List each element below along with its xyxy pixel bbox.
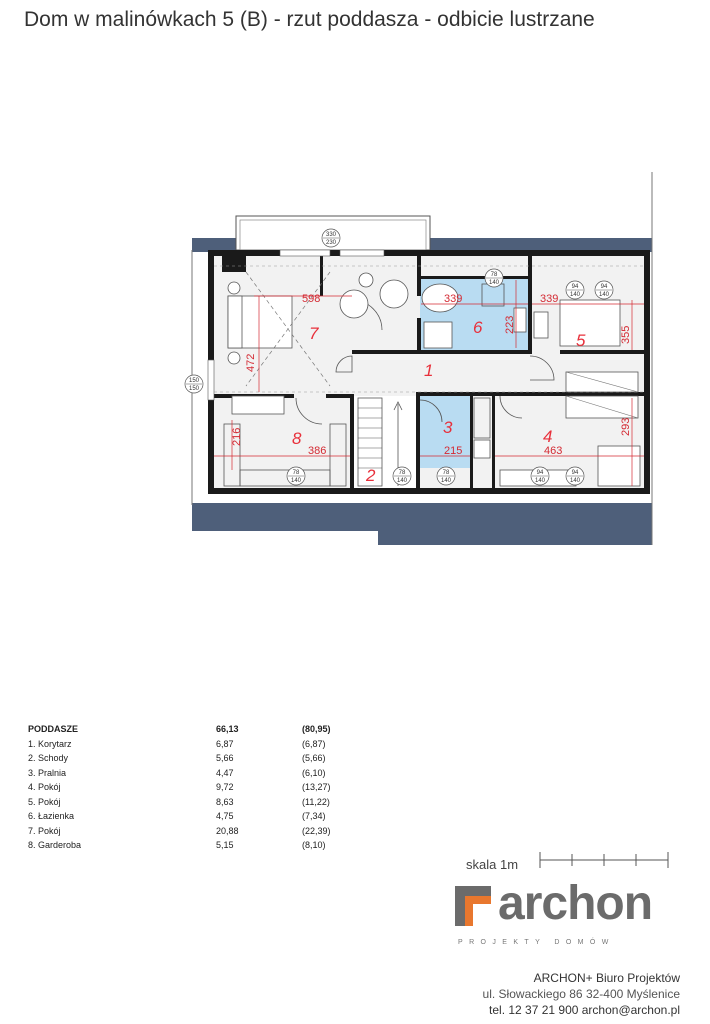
window-tag-label: 140 xyxy=(396,478,408,484)
window-tag xyxy=(566,281,584,299)
wall-room7-bottom-right xyxy=(326,394,354,398)
area-net: 5,66 xyxy=(216,753,234,764)
area-name: 3. Pralnia xyxy=(28,767,67,778)
area-row xyxy=(28,838,331,853)
window-tag-label: 78 xyxy=(442,470,450,476)
wall-laundry-right xyxy=(470,394,473,490)
archon-logo-mark xyxy=(455,886,495,930)
contact-phone-email: tel. 12 37 21 900 archon@archon.pl xyxy=(489,1003,680,1017)
area-row xyxy=(28,780,331,795)
room-number-8: 8 xyxy=(292,429,302,448)
window-tag-label: 140 xyxy=(569,292,581,298)
room-number-3: 3 xyxy=(443,418,453,437)
wall-room4-top xyxy=(526,392,646,396)
contact-company: ARCHON+ Biuro Projektów xyxy=(533,971,680,985)
window-tag-label: 140 xyxy=(290,478,302,484)
dimension-label: 463 xyxy=(544,445,563,457)
window-tag xyxy=(437,467,455,485)
area-net: 8,63 xyxy=(216,796,234,807)
dimension-label: 355 xyxy=(620,325,632,344)
area-net: 4,75 xyxy=(216,811,234,822)
area-gross: (5,66) xyxy=(302,753,326,764)
dimension-label: 223 xyxy=(504,315,516,334)
room-number-6: 6 xyxy=(473,318,483,337)
page-title: Dom w malinówkach 5 (B) - rzut poddasza - odbicie lustrzane xyxy=(24,8,595,31)
wall-room5-bottom xyxy=(560,350,646,354)
area-name: 8. Garderoba xyxy=(28,840,82,851)
area-name: PODDASZE xyxy=(28,724,79,735)
window-tag xyxy=(485,269,503,287)
window-tag xyxy=(185,375,203,393)
window-tag xyxy=(393,467,411,485)
window-tag-label: 150 xyxy=(188,378,200,384)
wall-room4-left xyxy=(492,394,495,490)
area-gross: (7,34) xyxy=(302,811,326,822)
area-net: 4,47 xyxy=(216,767,234,778)
window-tag xyxy=(287,467,305,485)
window-left xyxy=(208,360,214,400)
window-tag-label: 230 xyxy=(325,240,337,246)
desk xyxy=(232,396,284,414)
window-tag-label: 140 xyxy=(534,478,546,484)
nightstand xyxy=(228,352,240,364)
wall-bath-bottom xyxy=(352,350,532,354)
area-net: 6,87 xyxy=(216,738,234,749)
area-table xyxy=(28,722,331,853)
bed xyxy=(598,446,640,486)
armchair xyxy=(380,280,408,308)
window-tag-label: 140 xyxy=(598,292,610,298)
window-tag-label: 78 xyxy=(490,272,498,278)
roof-bottom-band xyxy=(192,503,652,531)
window-tag-label: 150 xyxy=(188,386,200,392)
desk xyxy=(534,312,548,338)
window-tag-label: 140 xyxy=(488,280,500,286)
area-row xyxy=(28,751,331,766)
dimension-label: 339 xyxy=(540,293,559,305)
wall-bottom xyxy=(208,488,650,494)
area-name: 1. Korytarz xyxy=(28,738,72,749)
wall-balcony-stub xyxy=(320,256,323,296)
scale-label: skala 1m xyxy=(466,857,519,872)
archon-tagline: PROJEKTY DOMÓW xyxy=(458,939,615,946)
room-number-1: 1 xyxy=(424,361,434,380)
window-tag-label: 330 xyxy=(325,232,337,238)
area-row xyxy=(28,737,331,752)
dimension-label: 598 xyxy=(302,293,321,305)
dimension-label: 386 xyxy=(308,445,327,457)
room-number-2: 2 xyxy=(366,466,376,485)
area-name: 2. Schody xyxy=(28,753,69,764)
area-gross: (11,22) xyxy=(302,796,330,807)
window-tag-label: 94 xyxy=(571,284,579,290)
room-number-4: 4 xyxy=(543,427,553,446)
area-gross: (6,10) xyxy=(302,767,326,778)
area-gross: (80,95) xyxy=(302,724,331,735)
window-tag xyxy=(566,467,584,485)
wall-stairs-left xyxy=(350,394,354,490)
wall-stairs-right xyxy=(416,394,420,490)
window-tag-label: 78 xyxy=(398,470,406,476)
window-tag xyxy=(531,467,549,485)
roof-bottom-extension xyxy=(378,531,652,545)
window-tag-label: 140 xyxy=(569,478,581,484)
window-tag-label: 140 xyxy=(440,478,452,484)
area-net: 66,13 xyxy=(216,724,239,735)
area-name: 4. Pokój xyxy=(28,782,61,793)
area-name: 6. Łazienka xyxy=(28,811,75,822)
bed xyxy=(560,300,620,346)
area-row xyxy=(28,766,331,781)
area-table-header xyxy=(28,722,331,737)
room-number-7: 7 xyxy=(309,324,319,343)
window-tag-label: 94 xyxy=(600,284,608,290)
wall-top xyxy=(208,250,650,256)
area-name: 7. Pokój xyxy=(28,825,61,836)
dimension-label: 293 xyxy=(620,417,632,436)
window-tag xyxy=(322,229,340,247)
archon-logo-word: archon xyxy=(498,877,653,930)
area-gross: (13,27) xyxy=(302,782,331,793)
armchair xyxy=(340,290,368,318)
area-gross: (8,10) xyxy=(302,840,326,851)
balcony-door-2 xyxy=(340,250,384,256)
area-gross: (6,87) xyxy=(302,738,326,749)
chimney-block xyxy=(222,256,246,272)
area-row xyxy=(28,824,331,839)
dimension-label: 216 xyxy=(231,427,243,446)
dimension-label: 339 xyxy=(444,293,463,305)
washing-machine xyxy=(474,440,490,458)
window-tag-label: 94 xyxy=(536,470,544,476)
area-net: 9,72 xyxy=(216,782,234,793)
area-name: 5. Pokój xyxy=(28,796,61,807)
area-row xyxy=(28,809,331,824)
bed-headboard xyxy=(228,296,242,348)
contact-address: ul. Słowackiego 86 32-400 Myślenice xyxy=(482,987,680,1001)
area-net: 5,15 xyxy=(216,840,234,851)
window-tag-label: 94 xyxy=(571,470,579,476)
area-gross: (22,39) xyxy=(302,825,331,836)
area-row xyxy=(28,795,331,810)
wall-bath-top xyxy=(417,276,530,279)
side-table xyxy=(359,273,373,287)
window-tag-label: 78 xyxy=(292,470,300,476)
area-net: 20,88 xyxy=(216,825,239,836)
wall-right xyxy=(644,250,650,494)
nightstand xyxy=(228,282,240,294)
scale-bar xyxy=(538,850,670,870)
dimension-label: 472 xyxy=(245,353,257,372)
dimension-label: 215 xyxy=(444,445,463,457)
window-tag xyxy=(595,281,613,299)
room-number-5: 5 xyxy=(576,331,586,350)
wall-room7-bath-2 xyxy=(417,318,421,352)
balcony-door xyxy=(280,250,330,256)
wall-bath-room5 xyxy=(528,256,532,352)
sink xyxy=(424,322,452,348)
